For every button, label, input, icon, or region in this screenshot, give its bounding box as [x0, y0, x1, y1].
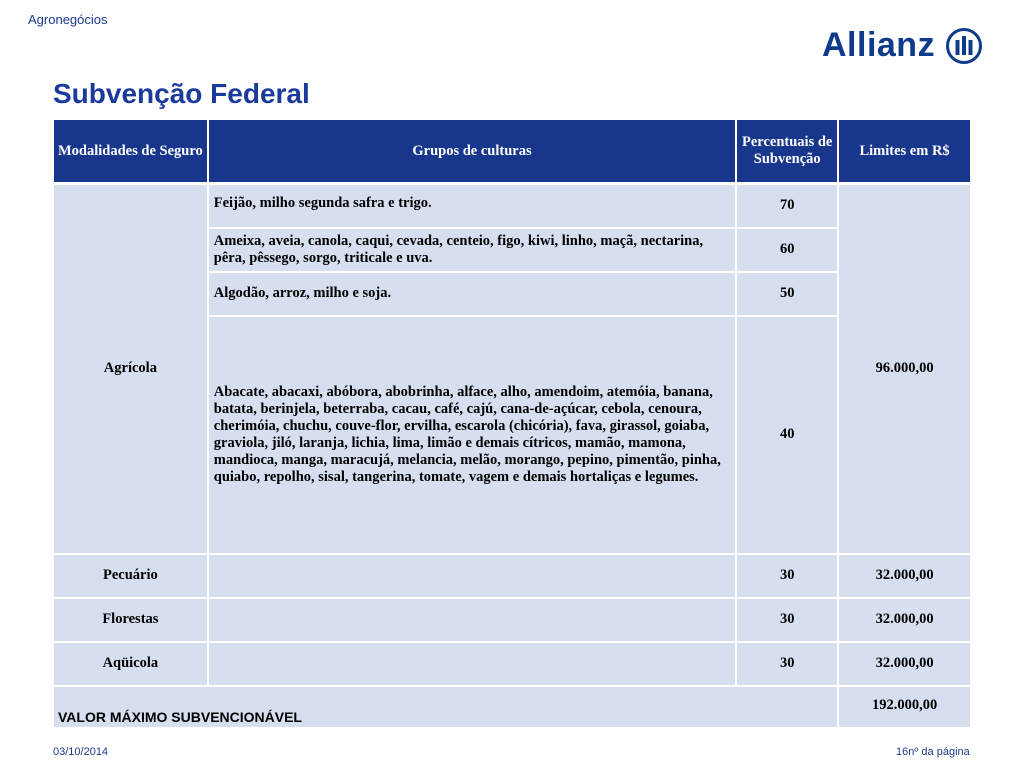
- header-grupos: Grupos de culturas: [208, 119, 736, 184]
- percentual-cell: 30: [736, 554, 838, 598]
- table-row: [53, 642, 971, 686]
- limite-cell: 32.000,00: [838, 642, 971, 686]
- percentual-cell: 30: [736, 598, 838, 642]
- header-percentuais: Percentuais de Subvenção: [736, 119, 838, 184]
- limite-cell: 32.000,00: [838, 598, 971, 642]
- modalidade-cell: Florestas: [53, 598, 208, 642]
- page-title: Subvenção Federal: [53, 78, 310, 109]
- header-limites: Limites em R$: [838, 119, 971, 184]
- percentual-cell: 30: [736, 642, 838, 686]
- total-value: 192.000,00: [838, 686, 971, 728]
- culturas-cell: Ameixa, aveia, canola, caqui, cevada, centeio, figo, kiwi, linho, maçã, nectarina, pêra, pêssego, sorgo, triticale e uva.: [208, 228, 736, 272]
- section-label: Agronegócios: [28, 12, 108, 27]
- modalidade-cell: Pecuário: [53, 554, 208, 598]
- percentual-cell: 70: [736, 184, 838, 228]
- culturas-cell: Feijão, milho segunda safra e trigo.: [208, 184, 736, 228]
- culturas-cell: [208, 598, 736, 642]
- total-row: [53, 686, 971, 728]
- table-header-row: [53, 119, 971, 184]
- footer-date: 03/10/2014: [53, 746, 109, 758]
- percentual-cell: 40: [736, 316, 838, 554]
- table-row: [53, 554, 971, 598]
- culturas-cell: [208, 554, 736, 598]
- header-modalidade: Modalidades de Seguro: [53, 119, 208, 184]
- footer-page-number: 16nº da página: [896, 746, 970, 758]
- brand-name: Allianz: [822, 26, 936, 64]
- allianz-logo: [822, 26, 983, 65]
- limite-cell: 96.000,00: [838, 184, 971, 554]
- allianz-eagle-icon: [945, 27, 983, 65]
- culturas-cell: Algodão, arroz, milho e soja.: [208, 272, 736, 316]
- subsidy-table: [52, 118, 972, 729]
- culturas-cell: [208, 642, 736, 686]
- table-row: [53, 598, 971, 642]
- total-label: VALOR MÁXIMO SUBVENCIONÁVEL: [53, 686, 838, 728]
- percentual-cell: 60: [736, 228, 838, 272]
- percentual-cell: 50: [736, 272, 838, 316]
- table-row: [53, 184, 971, 228]
- culturas-cell: Abacate, abacaxi, abóbora, abobrinha, alface, alho, amendoim, atemóia, banana, batata, berinjela, beterraba, cacau, café, cajú, cana-de-açúcar, cebola, cenoura, cherimóia, chuchu, couve-flor, ervilha, escarola (chicória), fava, girassol, goiaba, graviola, jiló, laranja, lichia, lima, limão e demais cítricos, mamão, mamona, mandioca, manga, maracujá, melancia, melão, morango, pepino, pimentão, pinha, quiabo, repolho, sisal, tangerina, tomate, vagem e demais hortaliças e legumes.: [208, 316, 736, 554]
- modalidade-cell: Agrícola: [53, 184, 208, 554]
- modalidade-cell: Aqüicola: [53, 642, 208, 686]
- limite-cell: 32.000,00: [838, 554, 971, 598]
